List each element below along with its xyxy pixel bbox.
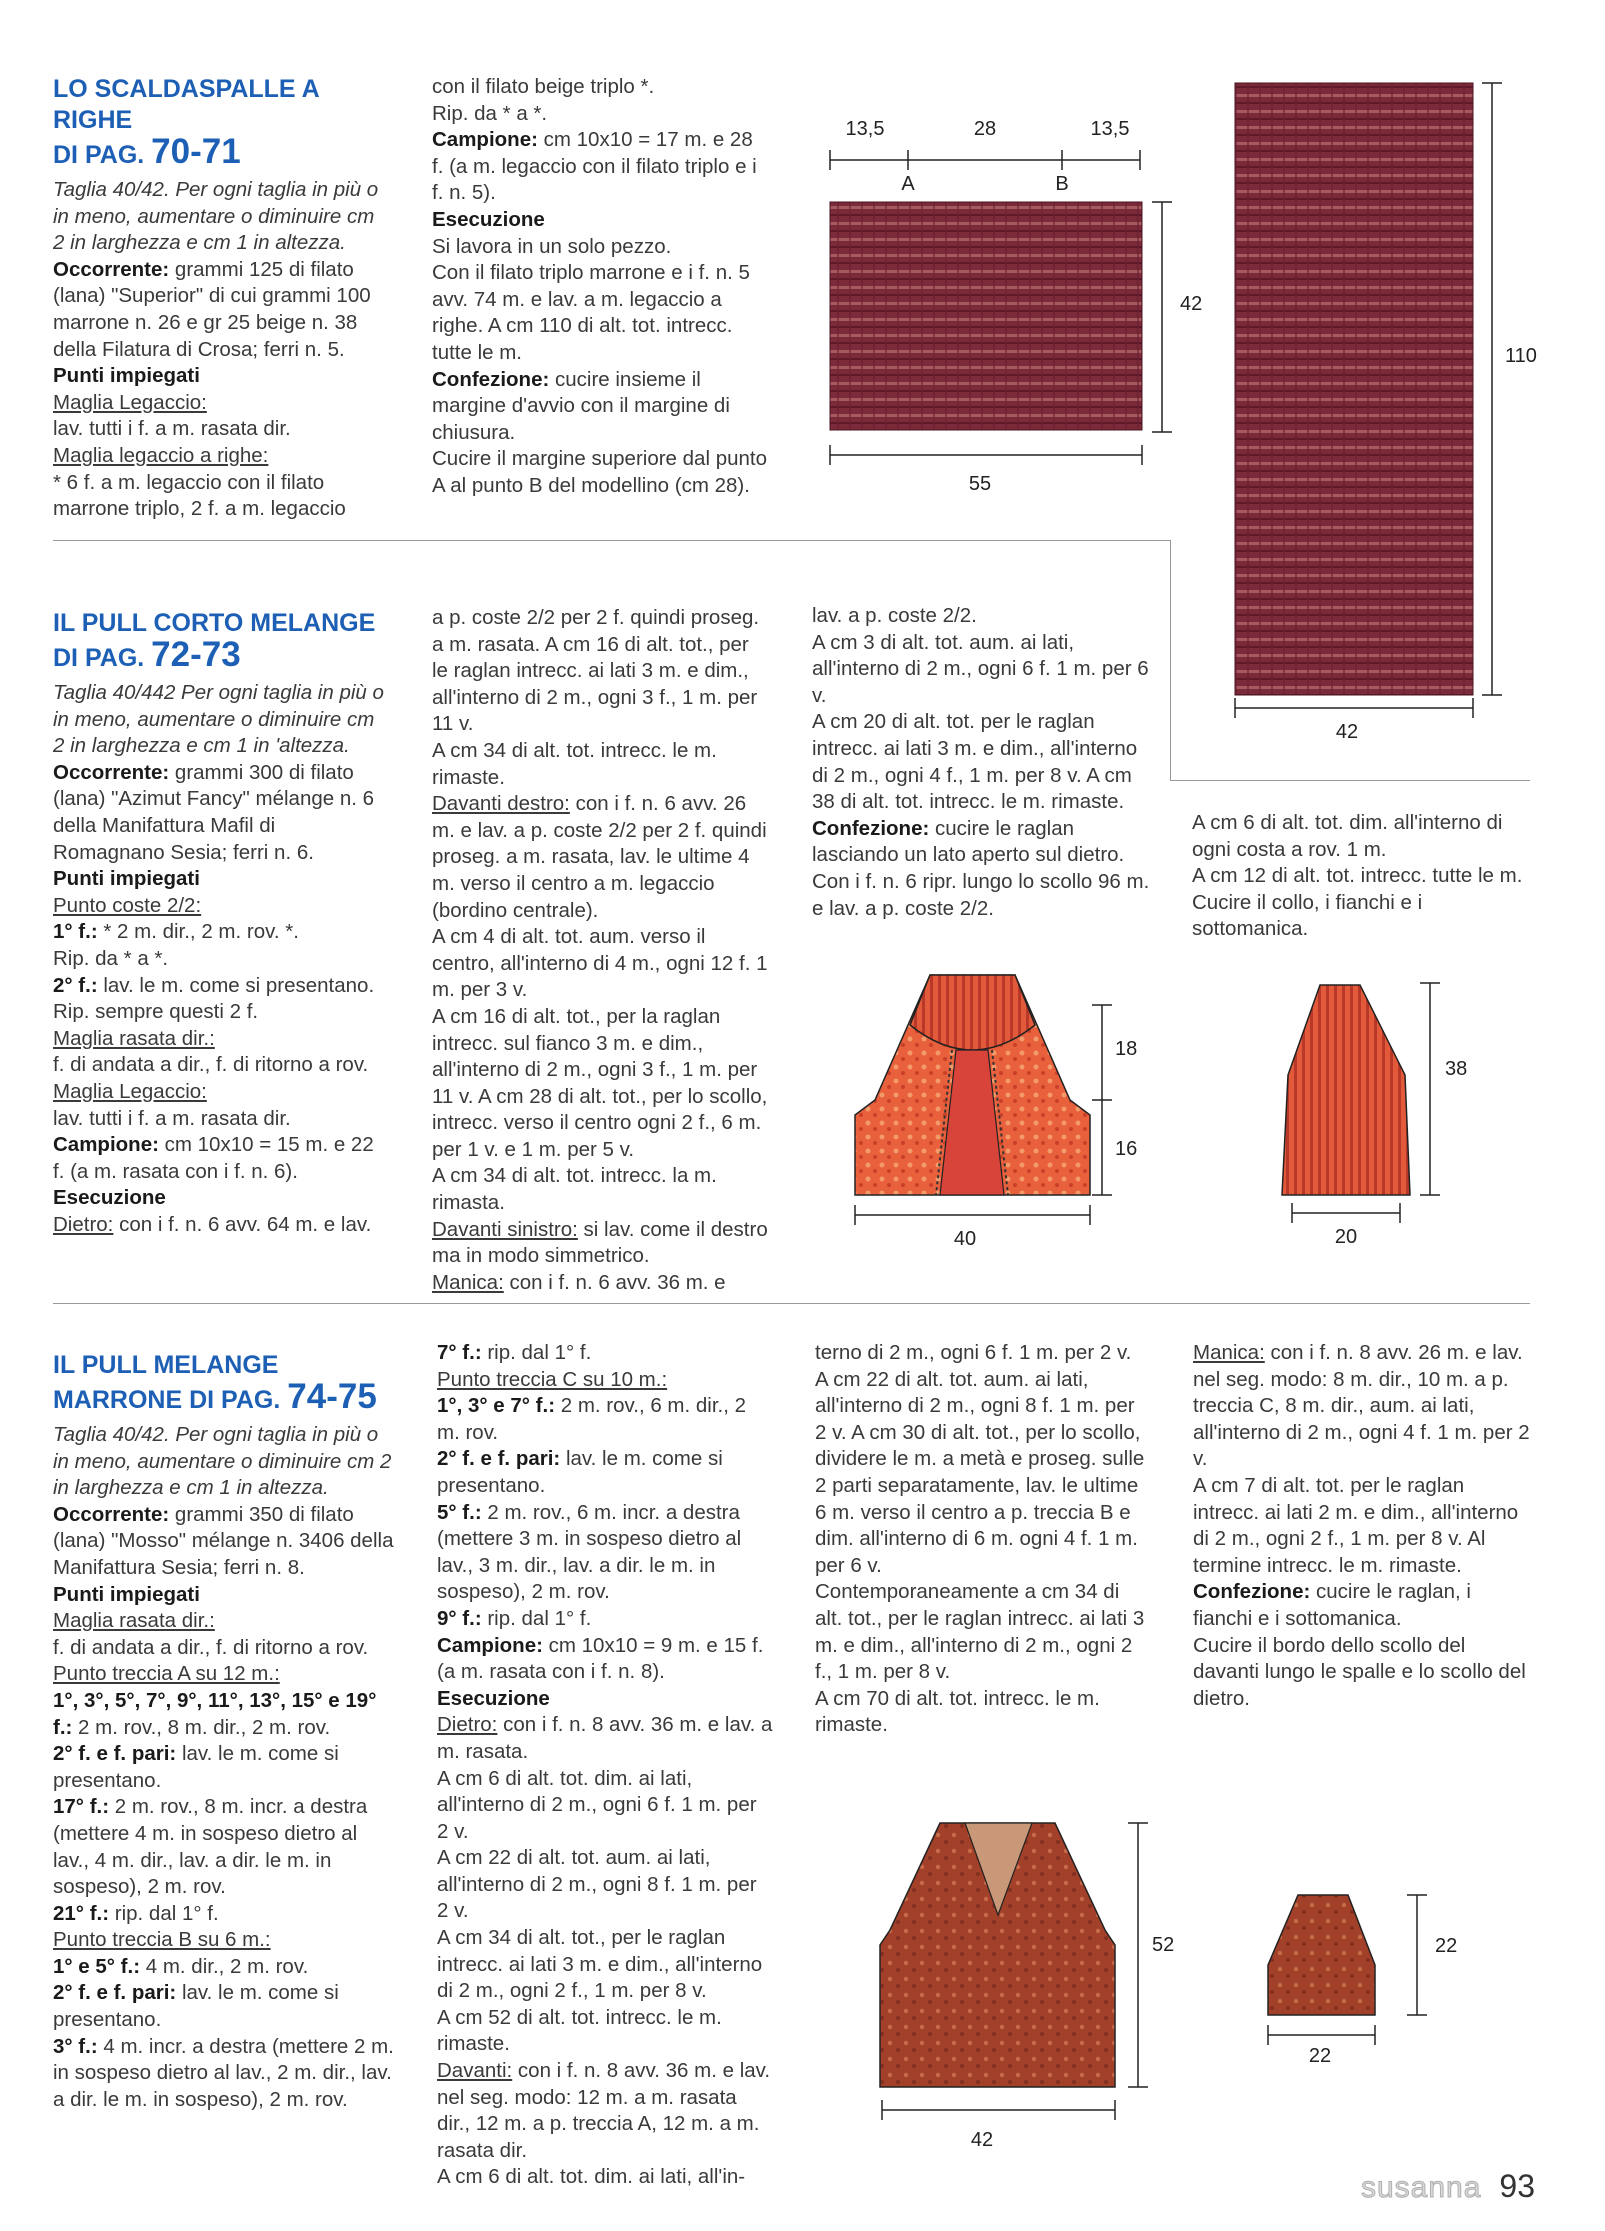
paragraph-label: 1°, 3° e 7° f.:	[437, 1394, 556, 1418]
paragraph-text: lav. le m. come si presentano.	[53, 1742, 339, 1792]
section3-title-prefix: MARRONE DI PAG.	[53, 1386, 281, 1414]
paragraph-text: cucire le raglan lasciando un lato aperto sul dietro. Con i f. n. 6 ripr. lungo lo scollo 96 m. e lav. a p. coste 2/2.	[812, 816, 1150, 920]
paragraph: a p. coste 2/2 per 2 f. quindi proseg. a m. rasata. A cm 16 di alt. tot., per le raglan intrecc. ai lati 3 m. e dim., all'interno di 2 m., ogni 3 f., 1 m. per 11 v.	[432, 606, 760, 736]
paragraph-label: 7° f.:	[437, 1341, 482, 1364]
section3-title	[53, 1350, 398, 1416]
paragraph-text: con i f. n. 8 avv. 26 m. e lav. nel seg. modo: 8 m. dir., 10 m. a p. treccia C, 8 m. dir., aum. ai lati, all'interno di 2 m., ogni 4 f. 1 m. per 2 v.	[1193, 1341, 1530, 1471]
section2-col2-body	[432, 605, 768, 1296]
paragraph: f. di andata a dir., f. di ritorno a rov.	[53, 1053, 369, 1077]
section1-title-line1: LO SCALDASPALLE A RIGHE	[53, 75, 319, 134]
paragraph-text: grammi 125 di filato (lana) "Superior" di cui grammi 100 marrone n. 26 e gr 25 beige n. 38 della Filatura di Crosa; ferri n. 5.	[53, 257, 371, 361]
paragraph	[53, 257, 390, 363]
paragraph: * 6 f. a m. legaccio con il filato marrone triplo, 2 f. a m. legaccio	[53, 470, 346, 521]
paragraph: A cm 70 di alt. tot. intrecc. le m. rimaste.	[815, 1686, 1100, 1737]
paragraph: Cucire il bordo dello scollo del davanti lungo le spalle e lo scollo del dietro.	[1193, 1633, 1526, 1710]
paragraph-text: 2 m. rov., 8 m. incr. a destra (mettere 4 m. in sospeso dietro al lav., 4 m. dir., lav. a dir. le m. in sospeso), 2 m. rov.	[53, 1795, 368, 1899]
paragraph-text: con i f. n. 6 avv. 36 m. e	[503, 1270, 726, 1294]
paragraph	[53, 973, 390, 1026]
section3-col1	[53, 1350, 398, 2113]
section3-col4	[1193, 1340, 1530, 1712]
section3-title-line2	[53, 1377, 398, 1416]
paragraph	[437, 1340, 773, 1367]
paragraph: Esecuzione	[53, 1186, 166, 1210]
paragraph-label: Manica:	[1193, 1341, 1265, 1364]
paragraph-label: 1° e 5° f.:	[53, 1954, 141, 1978]
paragraph-text: rip. dal 1° f.	[481, 1606, 592, 1630]
paragraph-label: Campione:	[53, 1133, 159, 1157]
paragraph-text: cm 10x10 = 15 m. e 22 f. (a m. rasata con i f. n. 6).	[53, 1133, 374, 1183]
paragraph	[1193, 1579, 1530, 1632]
paragraph-label: Manica:	[432, 1270, 504, 1294]
paragraph	[53, 1794, 398, 1900]
scarf-tall-width: 42	[1335, 721, 1359, 743]
pull-corto-sleeve-height: 38	[1445, 1058, 1468, 1080]
paragraph	[53, 2034, 398, 2114]
paragraph	[437, 1606, 773, 1633]
scarf-small-label-left: 13,5	[845, 118, 885, 140]
paragraph-text: grammi 350 di filato (lana) "Mosso" mélange n. 3406 della Manifattura Sesia; ferri n. 8.	[53, 1502, 394, 1579]
section2-col3-body	[812, 603, 1152, 922]
paragraph: A cm 3 di alt. tot. aum. ai lati, all'interno di 2 m., ogni 6 f. 1 m. per 6 v.	[812, 630, 1149, 707]
paragraph: A cm 52 di alt. tot. intrecc. le m. rimaste.	[437, 2005, 722, 2056]
scarf-small-label-right: 13,5	[1090, 118, 1130, 140]
paragraph-text: 4 m. dir., 2 m. rov.	[140, 1954, 309, 1978]
section2-col1-body	[53, 680, 390, 1238]
paragraph-text: lav. le m. come si presentano.	[53, 1981, 339, 2032]
paragraph-text: con i f. n. 6 avv. 64 m. e lav.	[113, 1212, 372, 1236]
scarf-small-point-b: B	[1055, 173, 1069, 195]
paragraph-text: con i f. n. 8 avv. 36 m. e lav. nel seg. modo: 12 m. a m. rasata dir., 12 m. a p. treccia A, 12 m. a m. rasata dir.	[437, 2059, 771, 2162]
paragraph-label: Campione:	[437, 1633, 543, 1657]
paragraph: A cm 16 di alt. tot., per la raglan intrecc. sul fianco 3 m. e dim., all'interno di 2 m., ogni 3 f., 1 m. per 11 v. A cm 28 di alt. tot., per lo scollo, intrecc. verso il centro ogni 2 f., 6 m. per 1 v. e 1 m. per 5 v.	[432, 1004, 768, 1161]
paragraph-text: * 2 m. dir., 2 m. rov. *.	[97, 920, 299, 944]
paragraph: Punto coste 2/2:	[53, 893, 202, 917]
paragraph-text: rip. dal 1° f.	[109, 1901, 219, 1925]
section1-title-line2	[53, 132, 390, 171]
paragraph	[53, 1212, 390, 1239]
paragraph-text: cm 10x10 = 9 m. e 15 f. (a m. rasata con i f. n. 8).	[437, 1633, 764, 1684]
paragraph-text: cucire le raglan, i fianchi e i sottomanica.	[1193, 1580, 1471, 1630]
pull-corto-upper: 18	[1115, 1038, 1138, 1060]
paragraph-text: con i f. n. 6 avv. 26 m. e lav. a p. coste 2/2 per 2 f. quindi proseg. a m. rasata, lav. le ultime 4 m. verso il centro a m. legaccio (bordino centrale).	[432, 792, 767, 922]
section1-col2-body	[432, 74, 768, 500]
scarf-small-fabric	[830, 202, 1142, 430]
paragraph: Esecuzione	[432, 207, 545, 231]
paragraph	[437, 1633, 773, 1686]
section2-col4-body	[1192, 810, 1532, 943]
section3-col4-body	[1193, 1340, 1530, 1712]
paragraph: A cm 34 di alt. tot. intrecc. le m. rimaste.	[432, 738, 717, 789]
paragraph: A cm 6 di alt. tot. dim. all'interno di ogni costa a rov. 1 m.	[1192, 811, 1503, 861]
pull-corto-sleeve-width: 20	[1334, 1226, 1358, 1248]
paragraph-label: Occorrente:	[53, 1502, 170, 1526]
paragraph	[1193, 1340, 1530, 1473]
pull-melange-front-diagram	[870, 1815, 1210, 2160]
paragraph	[432, 367, 768, 447]
paragraph: Maglia Legaccio:	[53, 390, 207, 414]
pull-melange-sleeve-height: 22	[1435, 1935, 1458, 1957]
section2-title-line2	[53, 635, 390, 674]
paragraph-label: 9° f.:	[437, 1606, 482, 1630]
paragraph: Punti impiegati	[53, 364, 200, 388]
paragraph: A cm 12 di alt. tot. intrecc. tutte le m. Cucire il collo, i fianchi e i sottomanica.	[1192, 864, 1523, 941]
paragraph: A cm 6 di alt. tot. dim. ai lati, all'in-	[437, 2165, 746, 2189]
paragraph-label: 2° f. e f. pari:	[53, 1742, 177, 1766]
paragraph-text: cm 10x10 = 17 m. e 28 f. (a m. legaccio con il filato triplo e i f. n. 5).	[432, 128, 757, 205]
section2-title-line1: IL PULL CORTO MELANGE	[53, 609, 376, 637]
separator-section2	[53, 1303, 1530, 1304]
paragraph: Punti impiegati	[53, 1582, 200, 1606]
paragraph: Taglia 40/42. Per ogni taglia in più o in meno, aumentare o diminuire cm 2 in larghezza e cm 1 in altezza.	[53, 1423, 392, 1500]
page-footer	[1361, 2168, 1535, 2205]
section1-title	[53, 74, 390, 171]
paragraph: Rip. da * a *.	[53, 946, 169, 970]
brand-logo: susanna	[1360, 2171, 1482, 2204]
paragraph: Si lavora in un solo pezzo.	[432, 234, 672, 258]
scarf-tall-height: 110	[1505, 345, 1537, 367]
pull-corto-front-diagram	[850, 965, 1180, 1255]
paragraph	[53, 1954, 398, 1981]
paragraph-label: Occorrente:	[53, 760, 170, 784]
scarf-small-width: 55	[968, 473, 992, 495]
paragraph-text: cucire insieme il margine d'avvio con il margine di chiusura.	[432, 367, 730, 444]
paragraph-text: si lav. come il destro ma in modo simmetrico.	[432, 1217, 768, 1268]
pull-corto-lower: 16	[1115, 1138, 1138, 1160]
paragraph	[432, 127, 768, 207]
pull-melange-front-width: 42	[970, 2129, 994, 2151]
paragraph	[437, 2058, 773, 2164]
paragraph-label: 21° f.:	[53, 1901, 110, 1925]
paragraph-label: 2° f. e f. pari:	[53, 1981, 177, 2005]
section2-col3	[812, 603, 1152, 922]
paragraph-text: 2 m. rov., 8 m. dir., 2 m. rov.	[72, 1715, 331, 1739]
section1-col1-body	[53, 177, 390, 523]
paragraph-text: con i f. n. 8 avv. 36 m. e lav. a m. rasata.	[437, 1713, 773, 1763]
paragraph	[432, 1217, 768, 1270]
paragraph: A cm 22 di alt. tot. aum. ai lati, all'interno di 2 m., ogni 8 f. 1 m. per 2 v.	[437, 1846, 757, 1923]
paragraph-label: 17° f.:	[53, 1795, 110, 1819]
paragraph	[53, 1980, 398, 2033]
pull-corto-sleeve-body	[1282, 985, 1410, 1195]
pull-corto-sleeve-diagram	[1270, 975, 1510, 1255]
paragraph: terno di 2 m., ogni 6 f. 1 m. per 2 v.	[815, 1341, 1132, 1364]
paragraph-text: 4 m. incr. a destra (mettere 2 m. in sospeso dietro al lav., 2 m. dir., lav. a dir. le m. in sospeso), 2 m. rov.	[53, 2034, 394, 2111]
paragraph-label: Dietro:	[53, 1212, 114, 1236]
pull-melange-sleeve-width: 22	[1308, 2045, 1332, 2067]
paragraph	[53, 1132, 390, 1185]
section3-title-line1: IL PULL MELANGE	[53, 1351, 279, 1379]
paragraph: f. di andata a dir., f. di ritorno a rov.	[53, 1635, 369, 1659]
paragraph: A cm 6 di alt. tot. dim. ai lati, all'interno di 2 m., ogni 6 f. 1 m. per 2 v.	[437, 1766, 757, 1843]
section2-col4	[1192, 810, 1532, 943]
paragraph-label: 1°, 3°, 5°, 7°, 9°, 11°, 13°, 15° e 19° f.:	[53, 1688, 377, 1739]
paragraph: Punto treccia A su 12 m.:	[53, 1662, 280, 1686]
paragraph: A cm 34 di alt. tot. intrecc. la m. rimasta.	[432, 1164, 717, 1215]
paragraph-label: Occorrente:	[53, 257, 170, 281]
paragraph: Taglia 40/42. Per ogni taglia in più o in meno, aumentare o diminuire cm 2 in larghezza e cm 1 in altezza.	[53, 178, 379, 255]
paragraph: A cm 34 di alt. tot., per le raglan intrecc. ai lati 3 m. e dim., all'interno di 2 m., ogni 2 f., 1 m. per 8 v.	[437, 1926, 763, 2003]
pull-melange-sleeve-body	[1268, 1895, 1375, 2015]
paragraph-text: 2 m. rov., 6 m. dir., 2 m. rov.	[437, 1394, 747, 1444]
paragraph	[812, 816, 1152, 922]
paragraph-label: Confezione:	[812, 816, 930, 840]
paragraph: lav. a p. coste 2/2.	[812, 604, 977, 627]
scarf-tall-diagram	[1230, 78, 1560, 758]
paragraph: A cm 7 di alt. tot. per le raglan intrecc. ai lati 2 m. e dim., all'interno di 2 m., ogni 2 f., 1 m. per 8 v. Al termine intrecc. le m. rimaste.	[1193, 1473, 1519, 1577]
paragraph-label: Campione:	[432, 128, 538, 152]
separator-section1	[53, 540, 1170, 541]
paragraph-label: 5° f.:	[437, 1500, 482, 1524]
paragraph	[53, 1688, 398, 1741]
paragraph-text: 2 m. rov., 6 m. incr. a destra (mettere 3 m. in sospeso dietro al lav., 3 m. dir., lav. a dir. le m. in sospeso), 2 m. rov.	[437, 1500, 742, 1604]
paragraph-label: 1° f.:	[53, 920, 98, 944]
section1-col2	[432, 74, 768, 500]
paragraph: Punto treccia B su 6 m.:	[53, 1928, 271, 1952]
separator-right	[1170, 780, 1530, 781]
section3-col3	[815, 1340, 1151, 1739]
paragraph: Taglia 40/442 Per ogni taglia in più o in meno, aumentare o diminuire cm 2 in larghezza e cm 1 in 'altezza.	[53, 681, 384, 758]
paragraph	[437, 1393, 773, 1446]
page-number: 93	[1499, 2168, 1535, 2204]
paragraph: Cucire il margine superiore dal punto A al punto B del modellino (cm 28).	[432, 447, 768, 497]
paragraph	[53, 760, 390, 866]
paragraph-label: Confezione:	[432, 367, 550, 391]
paragraph: A cm 22 di alt. tot. aum. ai lati, all'interno di 2 m., ogni 8 f. 1 m. per 2 v. A cm 30 di alt. tot., per lo scollo, dividere le m. a metà e proseg. sulle 2 parti separatamente, lav. le ultime 6 m. verso il centro a p. treccia B e dim. all'interno di 6 m. ogni 4 f. 1 m. per 6 v.	[815, 1367, 1145, 1577]
section3-col2-body	[437, 1340, 773, 2191]
paragraph	[53, 1502, 398, 1582]
section2-title-prefix: DI PAG.	[53, 644, 145, 672]
scarf-small-height: 42	[1180, 293, 1203, 315]
paragraph: Rip. da * a *.	[432, 101, 548, 125]
paragraph: Punti impiegati	[53, 867, 200, 891]
paragraph: lav. tutti i f. a m. rasata dir.	[53, 417, 291, 441]
paragraph-text: lav. le m. come si presentano. Rip. sempre questi 2 f.	[53, 973, 375, 1024]
paragraph-text: rip. dal 1° f.	[481, 1341, 592, 1364]
paragraph-label: 2° f. e f. pari:	[437, 1447, 561, 1471]
paragraph	[53, 1901, 398, 1928]
paragraph: Maglia rasata dir.:	[53, 1026, 215, 1050]
paragraph: Punto treccia C su 10 m.:	[437, 1367, 668, 1391]
paragraph	[53, 1741, 398, 1794]
paragraph-label: Dietro:	[437, 1713, 498, 1737]
section1-title-pages: 70-71	[151, 132, 241, 171]
paragraph-label: 3° f.:	[53, 2034, 98, 2058]
paragraph	[53, 919, 390, 946]
paragraph: Maglia legaccio a righe:	[53, 443, 269, 467]
paragraph	[437, 1712, 773, 1765]
paragraph: lav. tutti i f. a m. rasata dir.	[53, 1106, 291, 1130]
pull-corto-width: 40	[953, 1228, 977, 1250]
paragraph: Con il filato triplo marrone e i f. n. 5 avv. 74 m. e lav. a m. legaccio a righe. A cm 110 di alt. tot. intrecc. tutte le m.	[432, 261, 750, 364]
paragraph: Maglia Legaccio:	[53, 1079, 207, 1103]
paragraph: con il filato beige triplo *.	[432, 75, 655, 98]
scarf-small-diagram	[820, 110, 1203, 500]
pull-melange-front-height: 52	[1152, 1934, 1175, 1956]
section3-col1-body	[53, 1422, 398, 2113]
paragraph-text: grammi 300 di filato (lana) "Azimut Fancy" mélange n. 6 della Manifattura Mafil di Romagnano Sesia; ferri n. 6.	[53, 760, 375, 864]
section2-col1	[53, 608, 390, 1238]
section3-col3-body	[815, 1340, 1151, 1739]
pull-melange-sleeve-diagram	[1260, 1885, 1490, 2075]
paragraph: A cm 20 di alt. tot. per le raglan intrecc. ai lati 3 m. e dim., all'interno di 2 m., ogni 4 f., 1 m. per 8 v. A cm 38 di alt. tot. intrecc. le m. rimaste.	[812, 710, 1138, 814]
section1-col1	[53, 74, 390, 523]
paragraph: Contemporaneamente a cm 34 di alt. tot., per le raglan intrecc. ai lati 3 m. e dim., all'interno di 2 m., ogni 2 f., 1 m. per 8 v.	[815, 1580, 1145, 1684]
scarf-tall-fabric	[1235, 83, 1473, 695]
scarf-small-point-a: A	[901, 173, 915, 195]
section2-title-pages: 72-73	[151, 635, 241, 674]
paragraph-label: Confezione:	[1193, 1580, 1311, 1604]
paragraph: A cm 4 di alt. tot. aum. verso il centro, all'interno di 4 m., ogni 12 f. 1 m. per 3 v.	[432, 925, 768, 1002]
paragraph-text: lav. le m. come si presentano.	[437, 1447, 723, 1497]
paragraph-label: Davanti:	[437, 2059, 513, 2083]
paragraph-label: Davanti destro:	[432, 792, 570, 816]
separator-vertical	[1170, 540, 1171, 780]
paragraph	[432, 1270, 768, 1297]
paragraph-label: Davanti sinistro:	[432, 1217, 578, 1241]
paragraph	[437, 1446, 773, 1499]
section3-title-pages: 74-75	[287, 1377, 377, 1416]
paragraph	[437, 1500, 773, 1606]
paragraph: Maglia rasata dir.:	[53, 1609, 215, 1633]
scarf-small-label-mid: 28	[973, 118, 997, 140]
paragraph: Esecuzione	[437, 1686, 550, 1710]
paragraph-label: 2° f.:	[53, 973, 98, 997]
section2-title	[53, 608, 390, 674]
section1-title-prefix: DI PAG.	[53, 141, 145, 169]
paragraph	[432, 791, 768, 924]
section3-col2	[437, 1340, 773, 2191]
section2-col2	[432, 605, 768, 1296]
